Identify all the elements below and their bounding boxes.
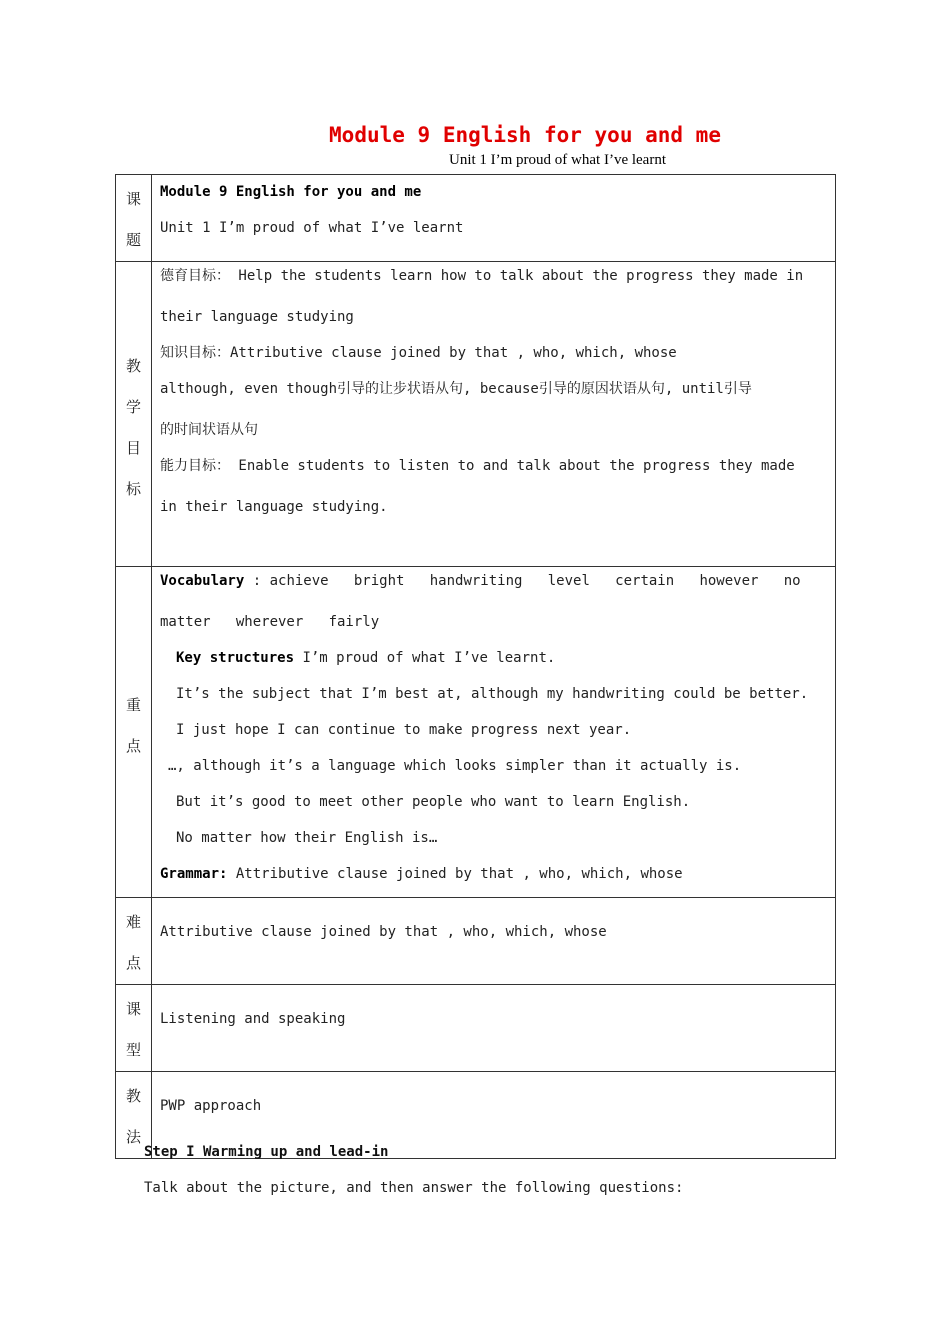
row-label-aims: 教 学 目 标 [116, 262, 152, 567]
steps-section [144, 1134, 683, 1206]
row-label-difficult-points: 难 点 [116, 898, 152, 985]
structures-label: Key structures [176, 650, 295, 666]
topic-content [152, 175, 836, 262]
lesson-type-content: Listening and speaking [152, 985, 836, 1072]
row-label-key-points: 重 点 [116, 567, 152, 898]
structures-line-4: …, although it’s a language which looks simpler than it actually is. [168, 758, 742, 774]
ability-aim-line-2: in their language studying. [160, 499, 388, 515]
table-row-difficult-points [116, 898, 836, 985]
structures-line-5: But it’s good to meet other people who want to learn English. [176, 794, 691, 810]
knowledge-aim-line-1: 知识目标：Attributive clause joined by that , who, which, whose [160, 345, 677, 361]
table-row-lesson-type [116, 985, 836, 1072]
page-title: Module 9 English for you and me [329, 123, 721, 147]
knowledge-aim-line-2: although, even though引导的让步状语从句, because引导的原因状语从句, until引导 [160, 381, 752, 397]
knowledge-aim-line-3: 的时间状语从句 [160, 422, 258, 438]
structures-line-6: No matter how their English is… [176, 830, 438, 846]
row-label-lesson-type: 课 型 [116, 985, 152, 1072]
page-subtitle: Unit 1 I’m proud of what I’ve learnt [448, 152, 667, 168]
teaching-method-content: PWP approach [152, 1072, 836, 1159]
key-points-content [152, 567, 836, 898]
structures-line-2: It’s the subject that I’m best at, although my handwriting could be better. [176, 686, 809, 702]
ability-aim-line-1: 能力目标： Enable students to listen to and talk about the progress they made [160, 458, 795, 474]
structures-line-3: I just hope I can continue to make progress next year. [176, 722, 632, 738]
table-row-aims [116, 262, 836, 567]
vocabulary-line-2: matter wherever fairly [160, 614, 380, 630]
row-label-teaching-method: 教 法 [116, 1072, 152, 1159]
step-1-title: Step I Warming up and lead-in [144, 1144, 389, 1160]
vocabulary-line-1: Vocabulary : achieve bright handwriting level certain however no [160, 573, 801, 589]
topic-line-1: Module 9 English for you and me [160, 184, 422, 200]
vocabulary-label: Vocabulary [160, 573, 245, 589]
table-row-key-points [116, 567, 836, 898]
structures-line-1: Key structures I’m proud of what I’ve learnt. [176, 650, 556, 666]
topic-line-2: Unit 1 I’m proud of what I’ve learnt [160, 220, 464, 236]
difficult-points-content: Attributive clause joined by that , who, which, whose [152, 898, 836, 985]
step-1-text: Talk about the picture, and then answer the following questions: [144, 1180, 684, 1196]
row-label-topic: 课 题 [116, 175, 152, 262]
grammar-label: Grammar: [160, 866, 228, 882]
moral-aim-line-2: their language studying [160, 309, 354, 325]
lesson-plan-table [115, 174, 836, 1159]
moral-aim-line-1: 德育目标： Help the students learn how to talk about the progress they made in [160, 268, 804, 284]
table-row-topic [116, 175, 836, 262]
grammar-line: Grammar: Attributive clause joined by that , who, which, whose [160, 866, 683, 882]
aims-content [152, 262, 836, 567]
